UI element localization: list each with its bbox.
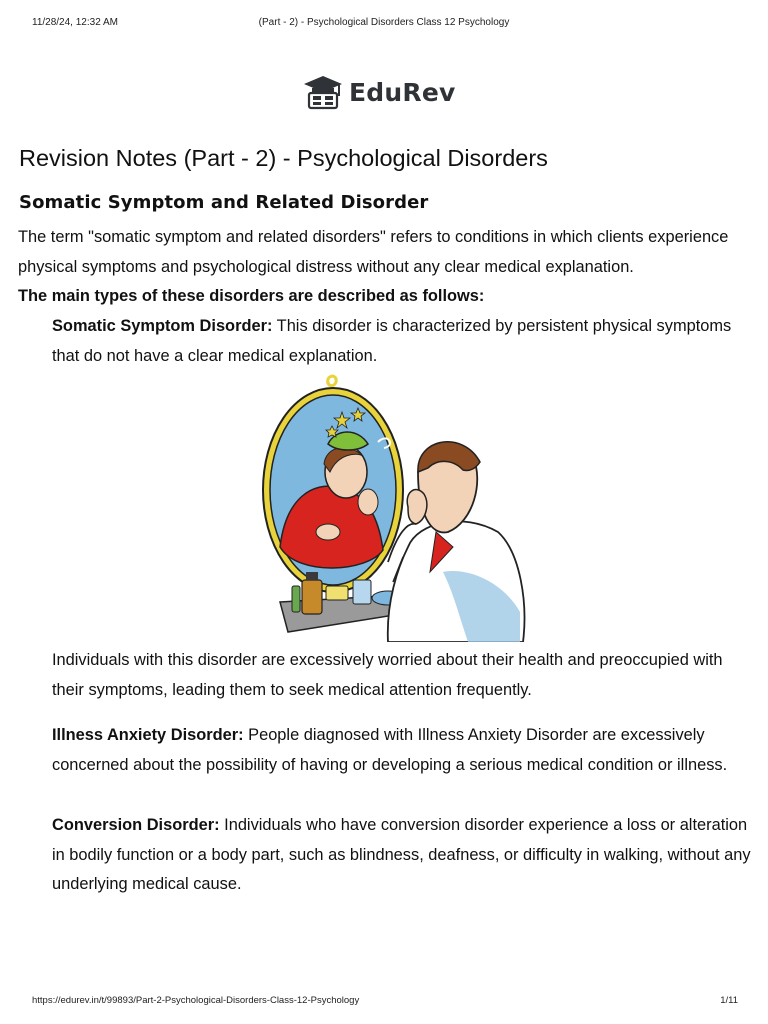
term-description: People diagnosed with Illness Anxiety Disorder are excessively concerned about the possibility of having or developing a serious medical condition or illness.	[52, 726, 728, 774]
term-label: Conversion Disorder:	[52, 816, 220, 834]
print-page-title: (Part - 2) - Psychological Disorders Class 12 Psychology	[258, 17, 510, 28]
page-title: Revision Notes (Part - 2) - Psychological Disorders	[19, 145, 548, 171]
symptom-disorder-detail: Individuals with this disorder are excessively worried about their health and preoccupied with their symptoms, leading them to seek medical attention frequently.	[52, 651, 723, 699]
mirror-illustration	[258, 372, 530, 642]
section-heading: Somatic Symptom and Related Disorder	[19, 192, 429, 213]
list-item-conversion-disorder	[52, 811, 752, 900]
list-item-illness-anxiety-disorder	[52, 721, 752, 780]
print-url[interactable]: https://edurev.in/t/99893/Part-2-Psychological-Disorders-Class-12-Psychology	[32, 995, 360, 1006]
page-number: 1/11	[720, 995, 738, 1006]
term-description: Individuals who have conversion disorder experience a loss or alteration in bodily function or a body part, such as blindness, deafness, or difficulty in walking, without any underlying medical cause.	[52, 816, 751, 894]
edurev-logo[interactable]	[303, 74, 455, 110]
logo-wordmark: EduRev	[349, 77, 456, 107]
intro-paragraph: The term "somatic symptom and related disorders" refers to conditions in which clients experience physical symptoms and psychological distress without any clear medical explanation.	[18, 228, 729, 276]
list-item-somatic-symptom-disorder	[52, 312, 758, 371]
term-description: This disorder is characterized by persistent physical symptoms that do not have a clear medical explanation.	[52, 317, 732, 365]
graduation-cap-icon	[303, 74, 343, 110]
term-label: Illness Anxiety Disorder:	[52, 726, 244, 744]
term-label: Somatic Symptom Disorder:	[52, 317, 273, 335]
print-datetime: 11/28/24, 12:32 AM	[32, 17, 118, 28]
types-heading: The main types of these disorders are described as follows:	[18, 287, 485, 305]
